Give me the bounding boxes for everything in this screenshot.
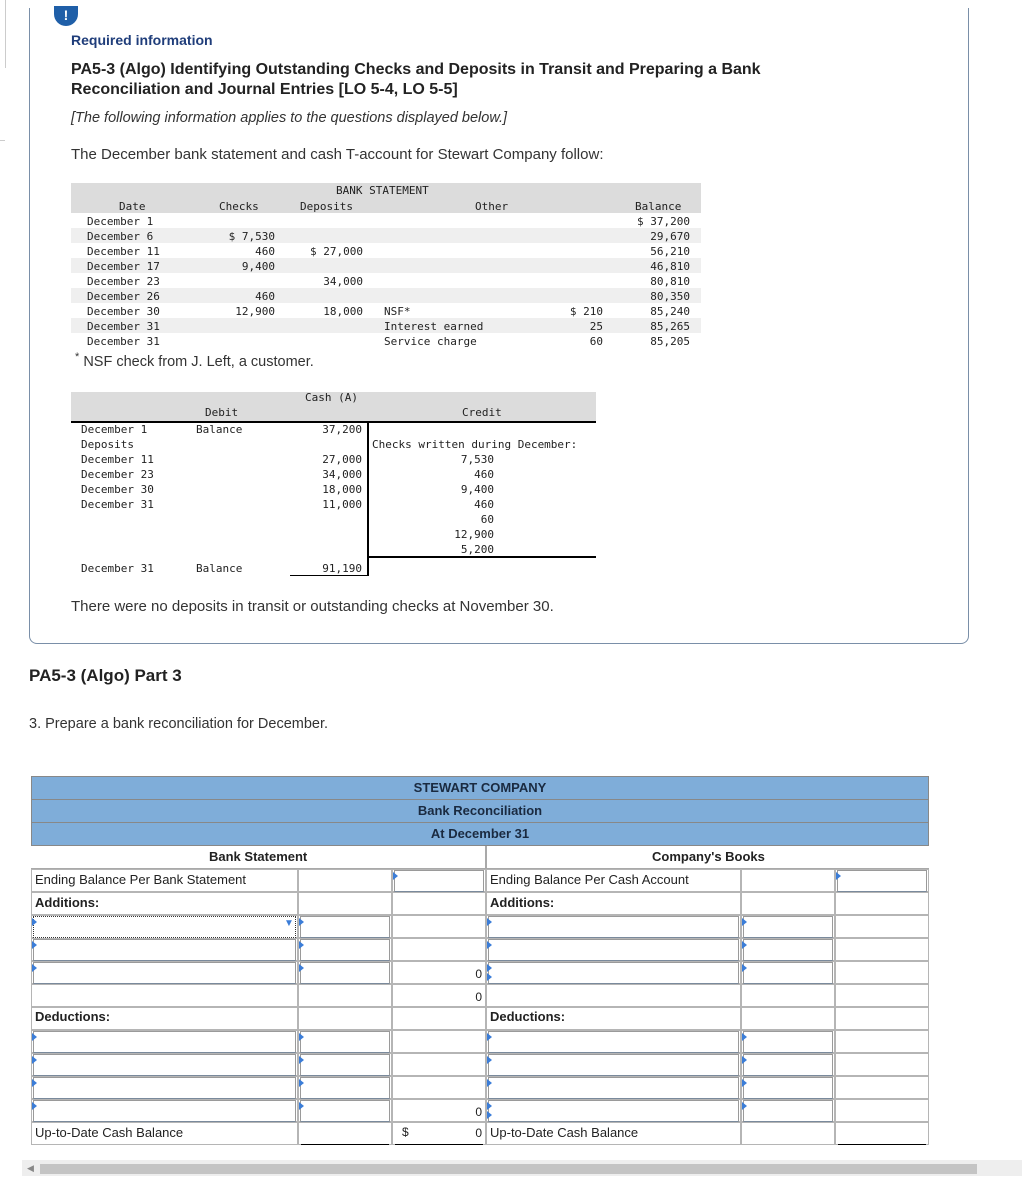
- applies-note: [The following information applies to the questions displayed below.]: [71, 110, 508, 126]
- input-marker-icon: [487, 973, 492, 981]
- input-marker-icon: [742, 1056, 747, 1064]
- input-marker-icon: [836, 872, 841, 880]
- bank-addition-amount-input[interactable]: [300, 962, 390, 984]
- row-date: December 31: [87, 335, 160, 348]
- nsf-footnote: [75, 351, 314, 370]
- input-marker-icon: [742, 964, 747, 972]
- input-marker-icon: [299, 941, 304, 949]
- recon-subtitle: Bank Reconciliation: [31, 799, 929, 823]
- row-checks: 9,400: [241, 260, 275, 273]
- input-marker-icon: [32, 1033, 37, 1041]
- col-other: Other: [475, 200, 509, 213]
- part-heading: PA5-3 (Algo) Part 3: [29, 666, 182, 685]
- row-balance: 56,210: [650, 245, 690, 258]
- row-balance: 80,810: [650, 275, 690, 288]
- scroll-left-arrow-icon[interactable]: ◀: [27, 1163, 34, 1173]
- grid-cell: [835, 1007, 929, 1030]
- books-deduction-description-input[interactable]: [488, 1077, 739, 1099]
- bank-ending-balance-input[interactable]: [394, 870, 484, 892]
- input-marker-icon: [742, 941, 747, 949]
- row-other-label: NSF*: [384, 305, 411, 318]
- deposit-amount: 34,000: [322, 468, 362, 481]
- grid-cell: [298, 1122, 392, 1145]
- books-deduction-amount-input[interactable]: [743, 1054, 833, 1076]
- check-amount: 460: [474, 468, 494, 481]
- deposit-date: December 23: [81, 468, 154, 481]
- input-marker-icon: [32, 964, 37, 972]
- input-marker-icon: [299, 918, 304, 926]
- col-date: Date: [119, 200, 146, 213]
- grid-cell: [392, 1076, 486, 1099]
- grid-cell: [392, 915, 486, 938]
- opening-label: Balance: [196, 423, 243, 436]
- row-checks: 12,900: [235, 305, 275, 318]
- debit-label: Debit: [205, 406, 239, 419]
- bank-deduction-amount-input[interactable]: [300, 1054, 390, 1076]
- row-balance: 29,670: [650, 230, 690, 243]
- input-marker-icon: [299, 1079, 304, 1087]
- grid-cell: [298, 984, 392, 1007]
- no-transit-note: There were no deposits in transit or outstanding checks at November 30.: [71, 598, 554, 615]
- bank-heading-cell: [31, 846, 486, 869]
- bank-ending-label: Ending Balance Per Bank Statement: [35, 872, 247, 887]
- input-marker-icon: [487, 1111, 492, 1119]
- left-edge-tick: [0, 140, 5, 141]
- row-other-amount: 60: [589, 335, 603, 348]
- input-marker-icon: [487, 1079, 492, 1087]
- grid-cell: [741, 1007, 835, 1030]
- grid-cell: [741, 1122, 835, 1145]
- bank-deduction-description-input[interactable]: [33, 1077, 296, 1099]
- books-ending-label: Ending Balance Per Cash Account: [490, 872, 689, 887]
- books-deductions-label: Deductions:: [490, 1009, 566, 1024]
- row-date: December 30: [87, 305, 160, 318]
- col-balance: Balance: [635, 200, 682, 213]
- row-date: December 31: [87, 320, 160, 333]
- bank-deduction-amount-input[interactable]: [300, 1077, 390, 1099]
- bank-deduction-description-input[interactable]: [33, 1100, 296, 1122]
- bank-statement-title: BANK STATEMENT: [336, 184, 429, 197]
- deposit-date: December 30: [81, 483, 154, 496]
- opening-date: December 1: [81, 423, 148, 436]
- input-marker-icon: [487, 1056, 492, 1064]
- bank-reconciliation-form: [31, 776, 929, 1146]
- bank-deduction-amount-input[interactable]: [300, 1100, 390, 1122]
- left-edge-line: [0, 0, 6, 68]
- scrollbar-thumb[interactable]: [40, 1164, 977, 1174]
- check-amount: 60: [480, 513, 494, 526]
- row-checks: 460: [255, 290, 275, 303]
- books-addition-amount-input[interactable]: [743, 962, 833, 984]
- books-addition-description-input[interactable]: [488, 939, 739, 961]
- grid-cell: [392, 1007, 486, 1030]
- row-checks: $ 7,530: [228, 230, 275, 243]
- row-balance: 46,810: [650, 260, 690, 273]
- grid-cell: [486, 984, 741, 1007]
- input-marker-icon: [32, 941, 37, 949]
- grid-cell: [392, 1030, 486, 1053]
- input-marker-icon: [487, 1033, 492, 1041]
- input-marker-icon: [742, 1102, 747, 1110]
- row-stripe: [71, 288, 701, 303]
- row-stripe: [71, 258, 701, 273]
- grid-cell: [298, 1007, 392, 1030]
- input-marker-icon: [487, 964, 492, 972]
- grid-cell: [835, 938, 929, 961]
- input-marker-icon: [299, 1056, 304, 1064]
- check-amount: 7,530: [460, 453, 494, 466]
- books-addition-amount-input[interactable]: [743, 939, 833, 961]
- grid-cell: [835, 1122, 929, 1145]
- input-marker-icon: [32, 1079, 37, 1087]
- double-rule: [395, 1144, 483, 1145]
- bank-deduction-description-input[interactable]: [33, 1031, 296, 1053]
- check-amount: 5,200: [460, 543, 494, 556]
- row-balance: 85,265: [650, 320, 690, 333]
- t-account-center-rule: [367, 421, 369, 576]
- grid-cell: [392, 892, 486, 915]
- row-balance: $ 37,200: [637, 215, 690, 228]
- bank-deduction-amount-input[interactable]: [300, 1031, 390, 1053]
- grid-cell: [741, 869, 835, 892]
- input-marker-icon: [32, 918, 37, 926]
- closing-amount: 91,190: [322, 562, 362, 575]
- alert-icon: !: [54, 6, 78, 26]
- bank-addition-description-input[interactable]: [33, 916, 296, 938]
- bank-deduction-description-input[interactable]: [33, 1054, 296, 1076]
- grid-cell: [741, 892, 835, 915]
- row-balance: 85,240: [650, 305, 690, 318]
- books-deduction-description-input[interactable]: [488, 1054, 739, 1076]
- bank-addition-description-input[interactable]: [33, 939, 296, 961]
- input-marker-icon: [299, 1033, 304, 1041]
- grid-cell: [835, 915, 929, 938]
- t-account-balance-rule: [290, 575, 368, 576]
- grid-cell: [835, 892, 929, 915]
- row-date: December 26: [87, 290, 160, 303]
- row-deposits: 34,000: [323, 275, 363, 288]
- deposit-date: December 31: [81, 498, 154, 511]
- col-deposits: Deposits: [300, 200, 353, 213]
- input-marker-icon: [32, 1102, 37, 1110]
- closing-date: December 31: [81, 562, 154, 575]
- grid-cell: [835, 1076, 929, 1099]
- required-info-label: Required information: [71, 32, 213, 48]
- recon-date: At December 31: [31, 822, 929, 846]
- books-addition-description-input[interactable]: [488, 962, 739, 984]
- check-amount: 460: [474, 498, 494, 511]
- row-deposits: $ 27,000: [310, 245, 363, 258]
- input-marker-icon: [299, 1102, 304, 1110]
- grid-cell: [835, 961, 929, 984]
- books-heading-cell: [486, 846, 929, 869]
- input-marker-icon: [393, 872, 398, 880]
- books-deduction-amount-input[interactable]: [743, 1031, 833, 1053]
- dropdown-arrow-icon[interactable]: ▼: [284, 918, 294, 929]
- recon-company: STEWART COMPANY: [31, 776, 929, 800]
- books-deduction-amount-input[interactable]: [743, 1077, 833, 1099]
- deposit-amount: 27,000: [322, 453, 362, 466]
- bank-deductions-total: 0: [475, 1105, 482, 1119]
- credit-label: Credit: [462, 406, 502, 419]
- input-marker-icon: [487, 1102, 492, 1110]
- bank-uptodate-label: Up-to-Date Cash Balance: [35, 1125, 184, 1140]
- col-checks: Checks: [219, 200, 259, 213]
- bank-addition-description-input[interactable]: [33, 962, 296, 984]
- input-marker-icon: [742, 1079, 747, 1087]
- row-date: December 1: [87, 215, 154, 228]
- row-date: December 11: [87, 245, 160, 258]
- input-marker-icon: [742, 1033, 747, 1041]
- row-date: December 17: [87, 260, 160, 273]
- row-other-label: Service charge: [384, 335, 477, 348]
- grid-cell: [392, 938, 486, 961]
- double-rule: [838, 1144, 926, 1145]
- row-other-label: Interest earned: [384, 320, 484, 333]
- books-deduction-amount-input[interactable]: [743, 1100, 833, 1122]
- opening-amount: 37,200: [322, 423, 362, 436]
- deposit-amount: 18,000: [322, 483, 362, 496]
- double-rule: [301, 1144, 389, 1145]
- bank-addition-amount-input[interactable]: [300, 939, 390, 961]
- t-account-credit-rule: [367, 556, 596, 558]
- row-checks: 460: [255, 245, 275, 258]
- bank-deductions-label: Deductions:: [35, 1009, 111, 1024]
- grid-cell: [835, 1053, 929, 1076]
- check-amount: 9,400: [460, 483, 494, 496]
- footnote-text: NSF check from J. Left, a customer.: [83, 353, 314, 370]
- bank-additions-total: 0: [475, 967, 482, 981]
- books-deduction-description-input[interactable]: [488, 1100, 739, 1122]
- row-date: December 6: [87, 230, 154, 243]
- input-marker-icon: [299, 964, 304, 972]
- row-deposits: 18,000: [323, 305, 363, 318]
- grid-cell: [835, 984, 929, 1007]
- problem-title: PA5-3 (Algo) Identifying Outstanding Checks and Deposits in Transit and Preparing a Bank Reconciliation and Journal Entries [LO 5-4, LO 5-5]: [71, 61, 761, 98]
- books-uptodate-label: Up-to-Date Cash Balance: [490, 1125, 639, 1140]
- check-amount: 12,900: [454, 528, 494, 541]
- input-marker-icon: [487, 941, 492, 949]
- bank-addition-amount-input[interactable]: [300, 916, 390, 938]
- cash-account-title: Cash (A): [305, 391, 358, 404]
- row-other-amount: $ 210: [569, 305, 603, 318]
- books-additions-label: Additions:: [490, 895, 555, 910]
- books-ending-balance-input[interactable]: [837, 870, 927, 892]
- deposit-date: December 11: [81, 453, 154, 466]
- bank-heading: Bank Statement: [209, 849, 308, 864]
- grid-cell: [298, 869, 392, 892]
- row-other-amount: 25: [589, 320, 603, 333]
- footnote-mark: *: [75, 351, 80, 363]
- grid-cell: [835, 1099, 929, 1122]
- row-stripe: [71, 228, 701, 243]
- closing-label: Balance: [196, 562, 243, 575]
- row-balance: 85,205: [650, 335, 690, 348]
- question-text: 3. Prepare a bank reconciliation for December.: [29, 716, 329, 732]
- row-balance: 80,350: [650, 290, 690, 303]
- books-addition-description-input[interactable]: [488, 916, 739, 938]
- grid-cell: [392, 1053, 486, 1076]
- bank-additions-sum: 0: [475, 990, 482, 1004]
- checks-written-label: Checks written during December:: [372, 438, 578, 451]
- books-deduction-description-input[interactable]: [488, 1031, 739, 1053]
- intro-text: The December bank statement and cash T-account for Stewart Company follow:: [71, 146, 604, 163]
- grid-cell: [31, 984, 298, 1007]
- row-date: December 23: [87, 275, 160, 288]
- books-heading: Company's Books: [652, 849, 765, 864]
- input-marker-icon: [742, 918, 747, 926]
- grid-cell: [835, 1030, 929, 1053]
- grid-cell: [741, 984, 835, 1007]
- books-addition-amount-input[interactable]: [743, 916, 833, 938]
- input-marker-icon: [32, 1056, 37, 1064]
- input-marker-icon: [487, 918, 492, 926]
- bank-additions-label: Additions:: [35, 895, 100, 910]
- currency-symbol: $: [402, 1125, 409, 1139]
- deposits-label: Deposits: [81, 438, 134, 451]
- grid-cell: [298, 892, 392, 915]
- deposit-amount: 11,000: [322, 498, 362, 511]
- bank-final-balance: 0: [475, 1126, 482, 1140]
